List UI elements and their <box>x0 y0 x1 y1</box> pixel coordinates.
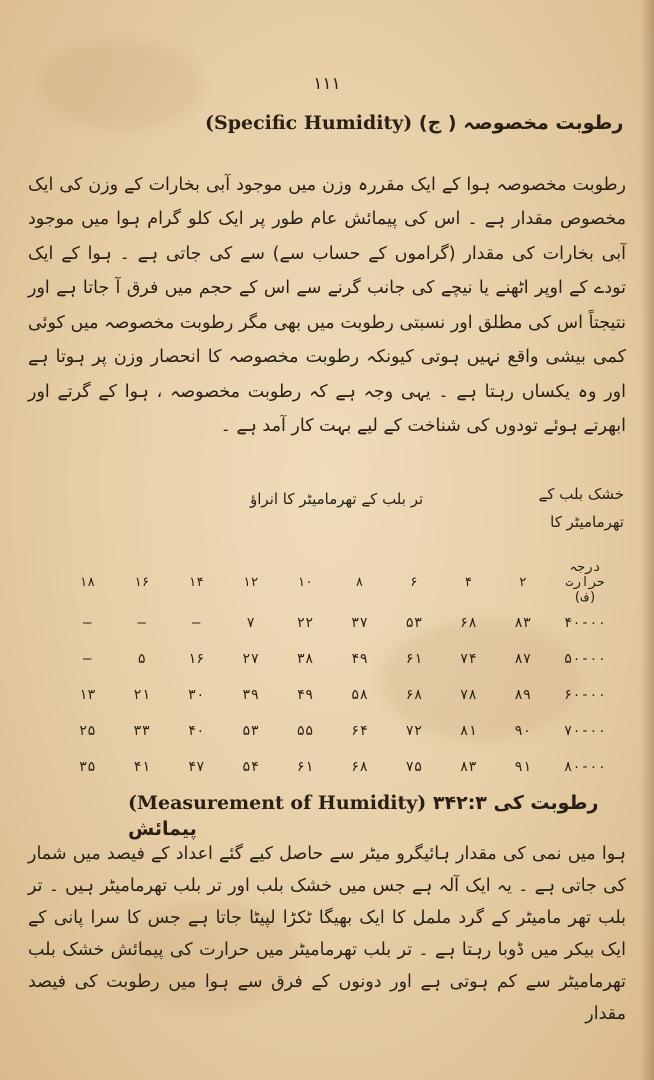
table-cell: ۷۲ <box>405 723 423 739</box>
table-row <box>60 641 620 677</box>
table-header-row <box>60 560 620 605</box>
table-cell: ۷ <box>246 615 255 631</box>
table-cell: ۶۸ <box>459 615 477 631</box>
table-cell: ۶۸ <box>405 687 423 703</box>
table-cell: ۲۱ <box>133 687 151 703</box>
table-cell: ۲۵ <box>78 723 96 739</box>
table-cell: ۷۸ <box>459 687 477 703</box>
table-cell: ۵ <box>137 651 146 667</box>
row-label: ۵۰-۰۰ <box>563 651 607 667</box>
table-cell: — <box>137 615 146 631</box>
table-cell: ۴۱ <box>133 759 151 775</box>
table-cell: ۱۶ <box>187 651 205 667</box>
specific-humidity-paragraph: رطوبت مخصوصہ ہوا کے ایک مقررہ وزن میں موجود آبی بخارات کے وزن کی ایک مخصوص مقدار ہے ۔ اس کی پیمائش عام طور پر ایک کلو گرام ہوا میں موجود آبی بخارات کی مقدار (گراموں کے حساب سے) سے کی جاتی ہے ۔ ہوا کے ایک تودے کے اوپر اٹھنے یا نیچے کی جانب گرنے سے اس کے حجم میں فرق آ جاتا ہے اور نتیجتاً اس کی مطلق اور نسبتی رطوبت میں بھی مگر رطوبت مخصوصہ میں کوئی کمی بیشی واقع نہیں ہوتی کیونکہ رطوبت مخصوصہ کا انحصار وزن پر ہوتا ہے اور وہ یکساں رہتا ہے ۔ یہی وجہ ہے کہ رطوبت مخصوصہ ، ہوا کے گرتے اور ابھرتے ہوئے تودوں کی شناخت کے لیے بہت کار آمد ہے ۔ <box>28 174 626 436</box>
table-cell: ۵۳ <box>405 615 423 631</box>
table-cell: ۸۹ <box>514 687 532 703</box>
row-label: ۶۰-۰۰ <box>563 687 607 703</box>
table-cell: ۶۸ <box>351 759 368 775</box>
column-header: ۱۲ <box>242 575 259 590</box>
table-cell: ۵۵ <box>296 723 314 739</box>
column-header: ۸ <box>355 575 364 590</box>
column-header: ۱۰ <box>297 575 313 590</box>
table-row <box>60 749 620 785</box>
table-cell: ۲۲ <box>296 615 314 631</box>
measurement-paragraph: ہوا میں نمی کی مقدار ہائیگرو میٹر سے حاصل کیے گئے اعداد کے فیصد میں شمار کی جاتی ہے ۔ یہ ایک آلہ ہے جس میں خشک بلب اور تر بلب تھرمامیٹر ہیں ۔ تر بلب تھر مامیٹر کے گرد ململ کا ایک بھیگا ٹکڑا لپیٹا جاتا ہے جس کا سرا پانی کے ایک بیکر میں ڈوبا رہتا ہے ۔ تر بلب تھرمامیٹر میں حرارت کی پیمائش خشک بلب تھرمامیٹر سے کم ہوتی ہے اور دونوں کے فرق سے ہوا میں رطوبت کی فیصد مقدار <box>28 843 626 1024</box>
table-cell: ۶۴ <box>351 723 368 739</box>
dry-bulb-line-2: تھرمامیٹر کا <box>550 513 624 531</box>
column-header: ۴ <box>464 575 473 590</box>
column-header: ۶ <box>409 575 418 590</box>
table-cell: ۸۳ <box>459 759 477 775</box>
table-cell: ۵۴ <box>242 759 260 775</box>
table-cell: ۸۷ <box>514 651 532 667</box>
heading-english: (Measurement of Humidity) <box>128 792 427 814</box>
table-cell: ۳۰ <box>187 687 205 703</box>
table-cell: ۱۳ <box>78 687 96 703</box>
table-title-dry-bulb <box>494 480 624 536</box>
table-cell: ۶۱ <box>296 759 314 775</box>
column-header: ۱۸ <box>79 575 96 590</box>
table-cell: ۳۵ <box>78 759 96 775</box>
row-header-label: درجہ حرارت (ف) <box>565 560 605 605</box>
table-cell: ۷۴ <box>459 651 477 667</box>
column-header: ۲ <box>518 575 527 590</box>
column-header: ۱۴ <box>188 575 204 590</box>
heading-urdu: (ج ) رطوبت مخصوصہ <box>418 112 624 134</box>
table-cell: ۸۱ <box>459 723 477 739</box>
row-label: ۷۰-۰۰ <box>563 723 607 739</box>
table-cell: ۳۷ <box>351 615 368 631</box>
dry-bulb-line-1: خشک بلب کے <box>538 485 624 503</box>
page-number: ۱۱۱ <box>313 74 341 94</box>
table-cell: ۹۱ <box>514 759 532 775</box>
table-cell: ۵۸ <box>351 687 368 703</box>
table-cell: — <box>83 615 92 631</box>
table-cell: ۷۵ <box>405 759 423 775</box>
heading-english: (Specific Humidity) <box>205 112 413 134</box>
table-cell: ۶۱ <box>405 651 423 667</box>
section-heading-measurement-of-humidity <box>128 790 638 842</box>
table-title-wet-bulb: تر بلب کے تھرمامیٹر کا انراؤ <box>250 490 424 508</box>
table-cell: — <box>191 615 201 631</box>
table-cell: ۴۹ <box>296 687 314 703</box>
table-cell: — <box>83 651 92 667</box>
row-label: ۴۰-۰۰ <box>563 615 607 631</box>
table-row <box>60 605 620 641</box>
table-cell: ۹۰ <box>514 723 532 739</box>
table-cell: ۸۳ <box>514 615 532 631</box>
table-cell: ۳۸ <box>296 651 314 667</box>
heading-urdu: ۳۴۲:۳ رطوبت کی پیمائش <box>128 792 599 840</box>
table-cell: ۵۳ <box>242 723 260 739</box>
table-cell: ۴۰ <box>187 723 205 739</box>
table-cell: ۴۷ <box>187 759 205 775</box>
table-cell: ۳۳ <box>133 723 151 739</box>
table-cell: ۳۹ <box>242 687 260 703</box>
table-row <box>60 677 620 713</box>
table-row <box>60 713 620 749</box>
page-edge-shadow <box>640 0 654 1080</box>
column-header: ۱۶ <box>133 575 150 590</box>
section-heading-specific-humidity <box>205 110 625 136</box>
table-cell: ۴۹ <box>351 651 368 667</box>
humidity-table <box>60 560 620 785</box>
row-label: ۸۰-۰۰ <box>563 759 607 775</box>
table-cell: ۲۷ <box>242 651 260 667</box>
